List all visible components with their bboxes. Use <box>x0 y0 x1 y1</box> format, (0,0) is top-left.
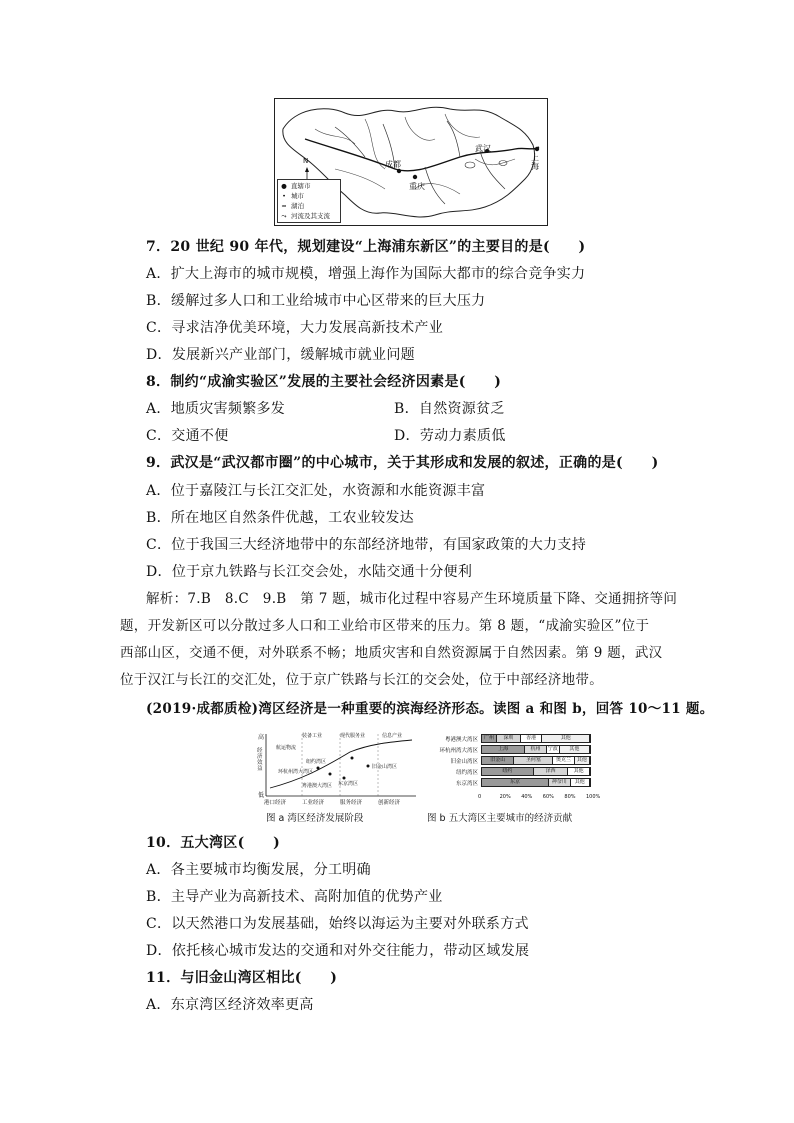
figb-tick-label: 40% <box>521 794 533 800</box>
figb-segment: 杭州 <box>525 746 547 753</box>
figb-tick-label: 80% <box>564 794 576 800</box>
intro-text: (2019·成都质检)湾区经济是一种重要的滨海经济形态。读图 a 和图 b，回答 10～11 题。 <box>146 701 714 717</box>
city-wuhan: 武汉 <box>475 144 491 153</box>
figb-segment: 宁波 <box>547 746 558 752</box>
q7-option-a: A．扩大上海市的城市规模，增强上海作为国际大都市的综合竞争实力 <box>146 266 586 282</box>
solution-line-1: 解析：7.B 8.C 9.B 第 7 题，城市化过程中容易产生环境质量下降、交通拥挤等问 <box>146 591 678 607</box>
q7-option-b: B．缓解过多人口和工业给城市中心区带来的巨大压力 <box>146 293 486 309</box>
figa-y-high: 高 <box>258 734 265 741</box>
solution-line-3: 西部山区，交通不便，对外联系不畅；地质灾害和自然资源属于自然因素。第 9 题，武汉 <box>120 645 663 661</box>
figb-row-label: 东京湾区 <box>455 781 478 787</box>
q8-option-b: B．自然资源贫乏 <box>394 401 505 417</box>
figb-segment: 其他 <box>571 779 590 786</box>
q8-stem: 8．制约“成渝实验区”发展的主要社会经济因素是( ) <box>146 374 502 390</box>
q8-option-a: A．地质灾害频繁多发 <box>146 401 286 417</box>
figure-b <box>420 732 600 812</box>
figa-point-label: 粤港澳大湾区 <box>302 783 333 789</box>
q7-option-c: C．寻求洁净优美环境，大力发展高新技术产业 <box>146 320 444 336</box>
legend-item: ● 直辖市 <box>281 182 311 190</box>
figb-segment: 奥克兰 <box>553 757 575 764</box>
q10-option-b: B．主导产业为高新技术、高附加值的优势产业 <box>146 889 443 905</box>
figa-point-label: 环杭州湾大湾区 <box>278 769 314 775</box>
figb-segment: 东京 <box>482 779 549 786</box>
figa-point-label: 纽约湾区 <box>306 759 327 765</box>
q9-option-b: B．所在地区自然条件优越，工农业较发达 <box>146 510 414 526</box>
q9-option-a: A．位于嘉陵江与长江交汇处，水资源和水能资源丰富 <box>146 483 486 499</box>
figb-segment: 圣何塞 <box>514 757 553 764</box>
q10-stem: 10．五大湾区( ) <box>146 835 281 851</box>
q9-option-d: D．位于京九铁路与长江交会处，水陆交通十分便利 <box>146 564 473 580</box>
figb-bar <box>481 745 591 754</box>
legend-item: ⤳ 河流及其支流 <box>281 212 330 220</box>
q11-stem: 11．与旧金山湾区相比( ) <box>146 970 338 986</box>
q7-option-d: D．发展新兴产业部门，缓解城市就业问题 <box>146 347 415 363</box>
figa-x-label: 工业经济 <box>302 800 325 806</box>
figa-top-label: 信息产业 <box>382 733 403 739</box>
figb-row-label: 纽约湾区 <box>455 770 478 776</box>
legend-item: • 城市 <box>282 192 304 200</box>
figb-tick-label: 100% <box>586 794 601 800</box>
figb-row-label: 粤港澳大湾区 <box>444 737 478 743</box>
q8-option-d: D．劳动力素质低 <box>394 428 506 444</box>
figa-point-label: 旧金山湾区 <box>372 764 398 770</box>
figb-bar <box>481 767 591 776</box>
figb-segment: 其他 <box>568 768 590 775</box>
legend-item: ≈ 湖泊 <box>281 202 304 210</box>
figb-tick-label: 20% <box>499 794 511 800</box>
q11-option-a: A．东京湾区经济效率更高 <box>146 997 314 1013</box>
yangtze-map <box>274 98 548 226</box>
figa-top-label: 航运物流 <box>276 745 297 751</box>
north-label: N <box>303 157 309 165</box>
city-shanghai: 上海 <box>531 153 539 171</box>
figa-x-label: 服务经济 <box>340 800 363 806</box>
figa-top-label: 装备工业 <box>302 733 323 739</box>
city-chongqing: 重庆 <box>409 182 425 191</box>
figb-row-label: 环杭州湾大湾区 <box>439 748 478 754</box>
figb-segment: 旧金山 <box>482 757 514 764</box>
map-legend <box>277 179 341 223</box>
figa-x-label: 港口经济 <box>264 800 287 806</box>
city-chengdu: 成都 <box>385 160 401 169</box>
q10-option-a: A．各主要城市均衡发展，分工明确 <box>146 862 371 878</box>
solution-line-2: 题，开发新区可以分散过多人口和工业给市区带来的压力。第 8 题，“成渝实验区”位于 <box>120 618 650 634</box>
q7-stem: 7．20 世纪 90 年代，规划建设“上海浦东新区”的主要目的是( ) <box>146 239 586 255</box>
figb-segment: 泽西 <box>534 768 569 775</box>
figb-segment: 其他 <box>542 735 590 742</box>
figb-segment: 其他 <box>575 757 590 764</box>
figb-segment: 其他 <box>560 746 590 753</box>
q10-option-d: D．依托核心城市发达的交通和对外交往能力，带动区域发展 <box>146 943 530 959</box>
figb-bar <box>481 778 591 787</box>
figb-tick-label: 0 <box>478 794 482 800</box>
q10-option-c: C．以天然港口为发展基础，始终以海运为主要对外联系方式 <box>146 916 529 932</box>
figb-bar <box>481 734 591 743</box>
figure-a-caption: 图 a 湾区经济发展阶段 <box>266 813 364 824</box>
figb-segment: 深圳 <box>497 735 521 742</box>
figb-segment: 上海 <box>482 746 525 753</box>
figb-tick-label: 60% <box>542 794 554 800</box>
figb-segment: 纽约 <box>482 768 534 775</box>
figa-point-label: 东京湾区 <box>338 781 359 787</box>
q8-option-c: C．交通不便 <box>146 428 229 444</box>
figb-segment: 香港 <box>521 735 543 742</box>
figa-y-low: 低 <box>258 792 265 799</box>
figure-a <box>240 730 420 810</box>
figa-y-label: 经济效益 <box>257 748 263 772</box>
q9-option-c: C．位于我国三大经济地带中的东部经济地带，有国家政策的大力支持 <box>146 537 587 553</box>
figb-bar <box>481 756 591 765</box>
figb-row-label: 旧金山湾区 <box>450 759 478 765</box>
figa-x-label: 创新经济 <box>378 800 401 806</box>
figure-b-caption: 图 b 五大湾区主要城市的经济贡献 <box>427 813 573 824</box>
figb-segment: 神奈川 <box>549 779 571 786</box>
figb-segment: 广州 <box>482 735 497 742</box>
q9-stem: 9．武汉是“武汉都市圈”的中心城市，关于其形成和发展的叙述，正确的是( ) <box>146 455 659 471</box>
figa-top-label: 现代服务业 <box>340 733 366 739</box>
solution-line-4: 位于汉江与长江的交汇处，位于京广铁路与长江的交会处，位于中部经济地带。 <box>120 672 603 688</box>
